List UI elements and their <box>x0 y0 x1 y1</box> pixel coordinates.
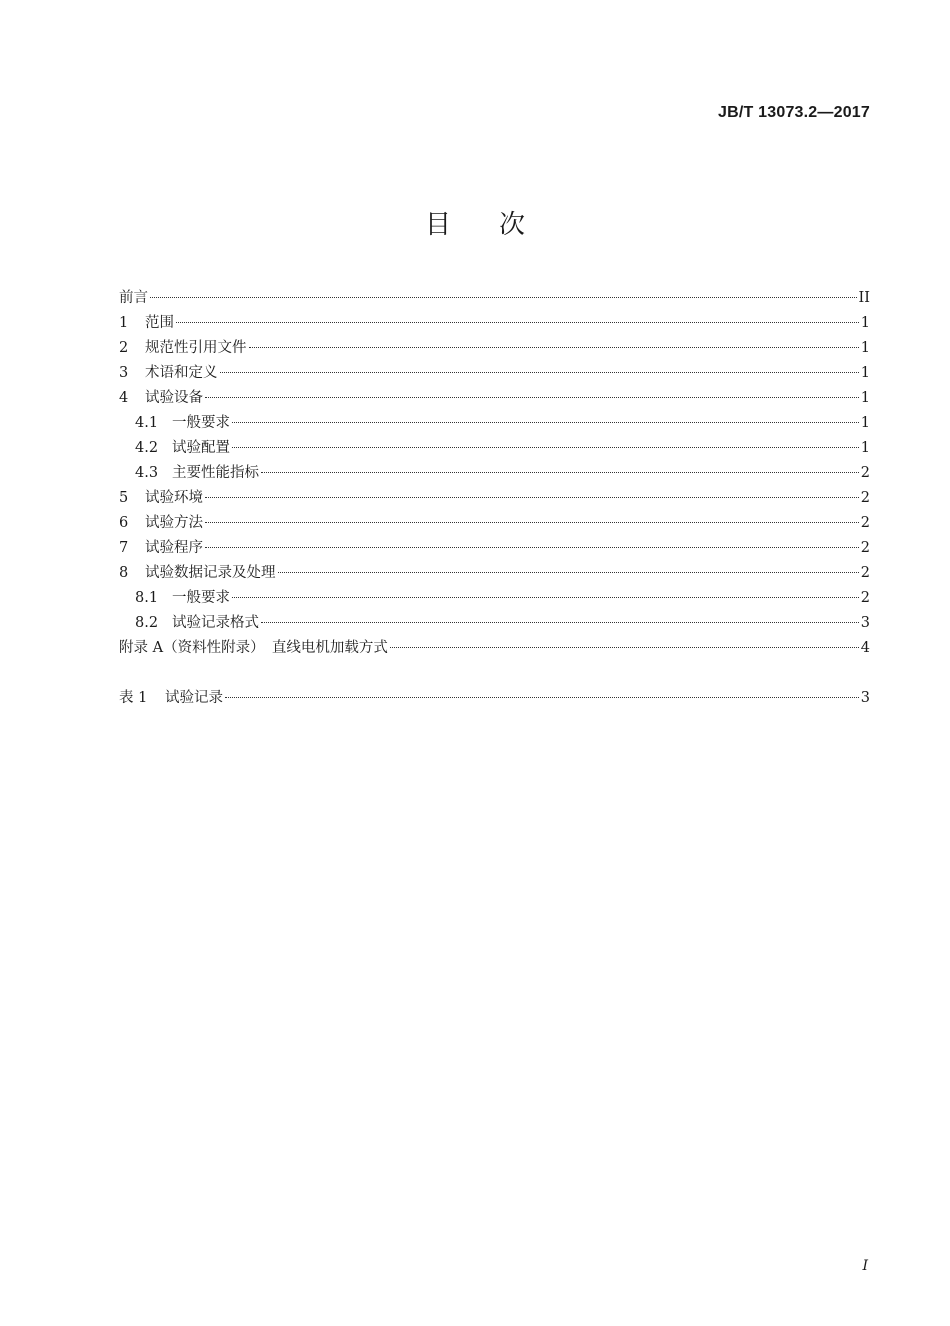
dot-leader <box>232 421 859 423</box>
toc-entry[interactable] <box>119 361 870 386</box>
toc-entry-label: 一般要求 <box>172 590 230 606</box>
toc-entry[interactable] <box>119 336 870 361</box>
dot-leader <box>232 446 859 448</box>
dot-leader <box>232 596 859 598</box>
toc-entry-label: 试验配置 <box>172 440 230 456</box>
page-title: 目次 <box>424 210 573 240</box>
toc-subentry[interactable] <box>119 411 870 436</box>
toc-entry-label: 前言 <box>119 290 148 306</box>
toc-entry-page: 1 <box>860 390 870 406</box>
toc-entry-label: 试验记录格式 <box>172 615 259 631</box>
toc-entry-page: 2 <box>860 465 870 481</box>
toc-entry-number: 6 <box>119 515 129 531</box>
toc-entry-page: 3 <box>860 690 870 706</box>
toc-entry-number: 8 <box>119 565 129 581</box>
toc-entry-label: 范围 <box>145 315 174 331</box>
toc-entry-number: 4.3 <box>135 465 159 481</box>
toc-entry[interactable] <box>119 486 870 511</box>
toc-subentry[interactable] <box>119 611 870 636</box>
toc-entry-label: 试验设备 <box>145 390 203 406</box>
toc-entry-number: 4 <box>119 390 129 406</box>
toc-entry-number: 2 <box>119 340 129 356</box>
toc-entry-label: 试验方法 <box>145 515 203 531</box>
toc-subentry[interactable] <box>119 436 870 461</box>
dot-leader <box>205 546 859 548</box>
dot-leader <box>176 321 859 323</box>
table-of-contents <box>119 286 870 711</box>
toc-entry-number: 7 <box>119 540 129 556</box>
toc-entry-label: 主要性能指标 <box>172 465 259 481</box>
toc-entry-page: 2 <box>860 490 870 506</box>
toc-entry-page: 1 <box>860 415 870 431</box>
dot-leader <box>205 396 859 398</box>
toc-entry-number: 4.1 <box>135 415 159 431</box>
toc-entry-label: 附录 A（资料性附录） 直线电机加载方式 <box>119 640 388 656</box>
toc-entry-label: 一般要求 <box>172 415 230 431</box>
toc-entry-label: 试验数据记录及处理 <box>145 565 276 581</box>
toc-subentry[interactable] <box>119 461 870 486</box>
toc-entry-page: 1 <box>860 315 870 331</box>
toc-entry-number: 8.2 <box>135 615 159 631</box>
toc-entry-page: II <box>858 290 870 306</box>
toc-entry-page: 3 <box>860 615 870 631</box>
dot-leader <box>225 696 859 698</box>
toc-entry-label: 规范性引用文件 <box>145 340 247 356</box>
toc-entry[interactable] <box>119 511 870 536</box>
toc-entry-page: 1 <box>860 340 870 356</box>
toc-entry-number: 8.1 <box>135 590 159 606</box>
toc-entry[interactable] <box>119 686 870 711</box>
toc-entry-number: 5 <box>119 490 129 506</box>
toc-entry-number: 4.2 <box>135 440 159 456</box>
toc-entry[interactable] <box>119 636 870 661</box>
toc-entry[interactable] <box>119 561 870 586</box>
toc-entry-page: 4 <box>860 640 870 656</box>
toc-entry-page: 1 <box>860 440 870 456</box>
dot-leader <box>278 571 859 573</box>
dot-leader <box>261 621 859 623</box>
toc-entry[interactable] <box>119 311 870 336</box>
dot-leader <box>261 471 859 473</box>
standard-code: JB/T 13073.2—2017 <box>718 104 870 121</box>
toc-entry[interactable] <box>119 536 870 561</box>
toc-entry-page: 2 <box>860 515 870 531</box>
toc-entry-page: 2 <box>860 540 870 556</box>
toc-entry-number: 表 1 <box>119 690 148 706</box>
dot-leader <box>205 521 859 523</box>
toc-entry-label: 试验记录 <box>165 690 223 706</box>
toc-entry-page: 2 <box>860 590 870 606</box>
dot-leader <box>220 371 859 373</box>
toc-entry[interactable] <box>119 386 870 411</box>
toc-entry-label: 术语和定义 <box>145 365 218 381</box>
dot-leader <box>390 646 859 648</box>
toc-entry[interactable] <box>119 286 870 311</box>
toc-subentry[interactable] <box>119 586 870 611</box>
dot-leader <box>205 496 859 498</box>
toc-entry-label: 试验程序 <box>145 540 203 556</box>
toc-entry-label: 试验环境 <box>145 490 203 506</box>
dot-leader <box>150 296 857 298</box>
dot-leader <box>249 346 859 348</box>
page-number: I <box>862 1258 868 1274</box>
toc-entry-number: 1 <box>119 315 129 331</box>
toc-entry-page: 2 <box>860 565 870 581</box>
toc-entry-number: 3 <box>119 365 129 381</box>
toc-entry-page: 1 <box>860 365 870 381</box>
